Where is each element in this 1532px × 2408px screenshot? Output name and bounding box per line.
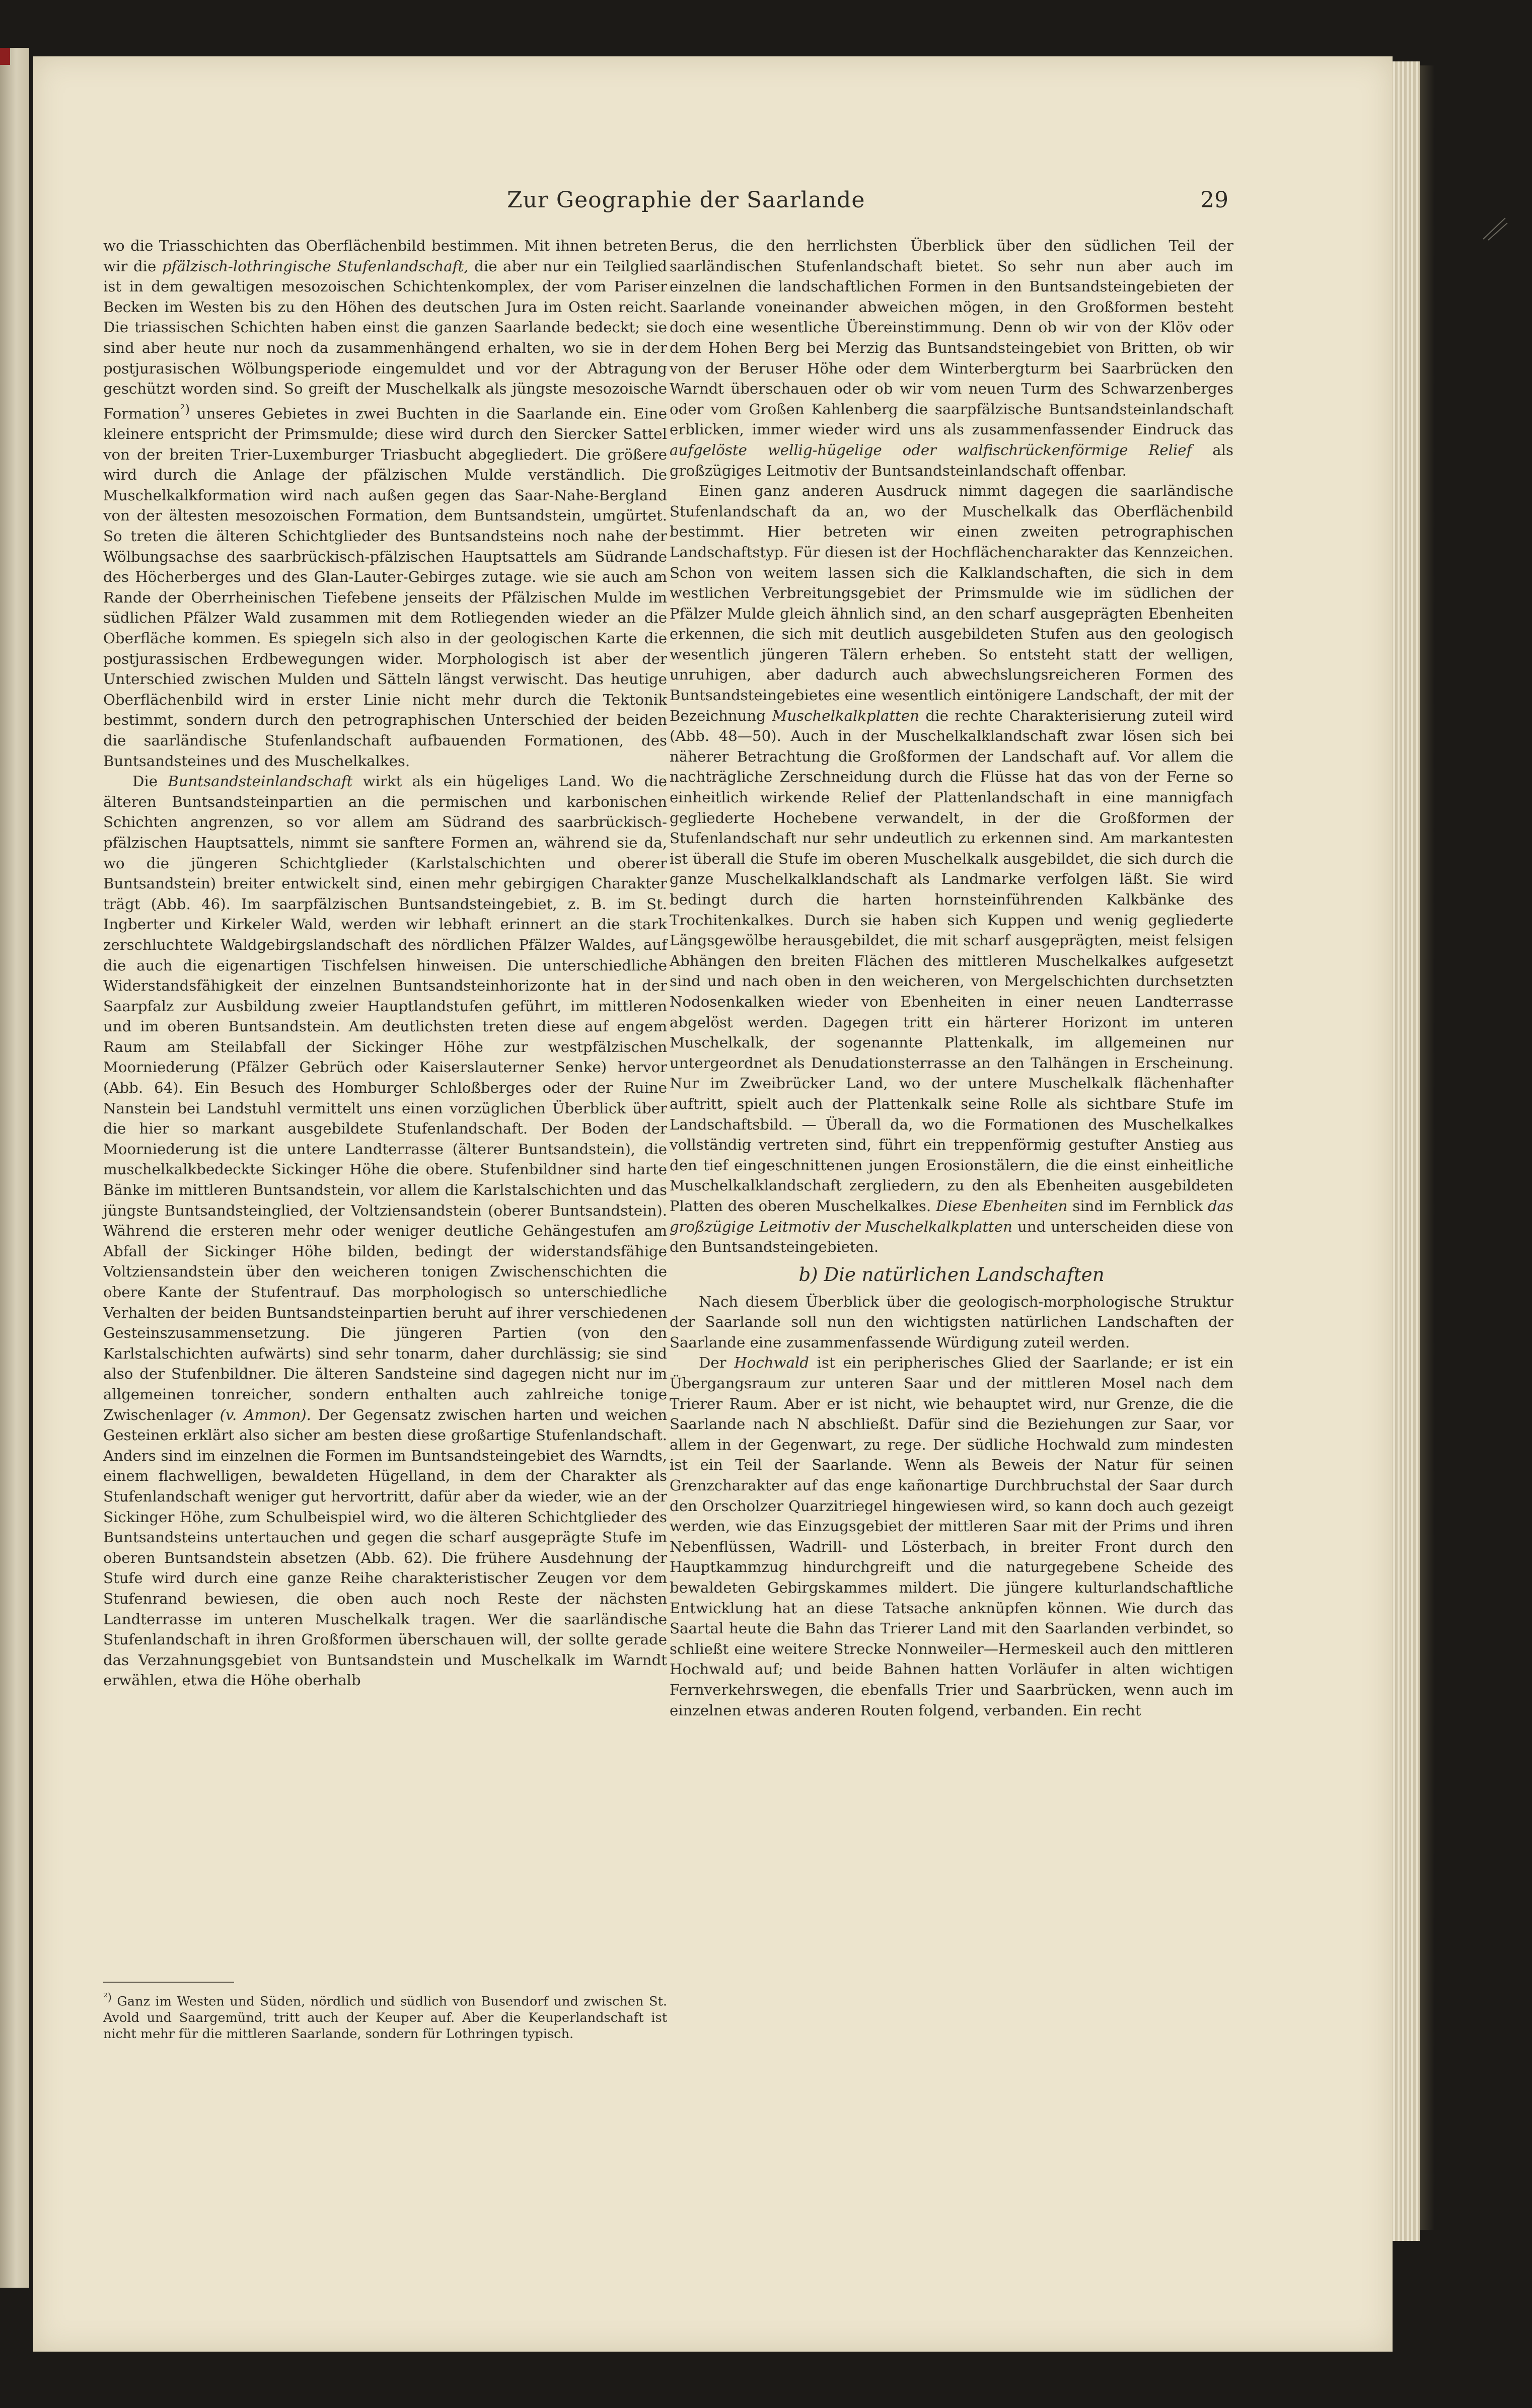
running-header-title: Zur Geographie der Saarlande: [507, 187, 865, 213]
footnote-reference: ²): [180, 401, 190, 416]
red-bookmark-tab: [0, 48, 10, 65]
paragraph: wo die Triasschichten das Oberflächenbild bestimmen. Mit ihnen betreten wir die pfälzisch-lothringische Stufenlandschaft, die aber nur ein Teilglied ist in dem gewaltigen mesozoischen Schichtenkomplex, der vom Pariser Becken im Westen bis zu den Höhen des deutschen Jura im Osten reicht. Die triassischen Schichten haben einst die ganzen Saarlande bedeckt; sie sind aber heute nur noch da zusammenhängend erhalten, wo sie in der postjurasischen Wölbungsperiode eingemuldet und vor der Abtragung geschützt worden sind. So greift der Muschelkalk als jüngste mesozoische Formation$^{^2)}$ unseres Gebietes in zwei Buchten in die Saarlande ein. Eine kleinere entspricht der Primsmulde; diese wird durch den Siercker Sattel von der breiten Trier-Luxemburger Triasbucht abgegliedert. Die größere wird durch die Anlage der pfälzischen Mulde verständlich. Die Muschelkalkformation wird nach außen gegen das Saar-Nahe-Bergland von der ältesten mesozoischen Formation, dem Buntsandstein, umgürtet. So treten die älteren Schichtglieder des Buntsandsteins noch nahe der Wölbungsachse des saarbrückisch-pfälzischen Hauptsattels am Südrande des Höcherberges und des Glan-Lauter-Gebirges zutage. wie sie auch am Rande der Oberrheinischen Tiefebene jenseits der Pfälzischen Mulde im südlichen Pfälzer Wald zusammen mit dem Rotliegenden wieder an die Oberfläche kommen. Es spiegeln sich also in der geologischen Karte die postjurassischen Erdbewegungen wider. Morphologisch ist aber der Unterschied zwischen Mulden und Sätteln längst verwischt. Das heutige Oberflächenbild wird in erster Linie nicht mehr durch die Tektonik bestimmt, sondern durch den petrographischen Unterschied der beiden die saarländische Stufenlandschaft aufbauenden Formationen, des Buntsandsteines und des Muschelkalkes.: [103, 237, 667, 770]
page-number: 29: [1200, 187, 1228, 213]
footnote: $^{^2)}$ Ganz im Westen und Süden, nördlich und südlich von Busendorf und zwischen St. Avold und Saargemünd, tritt auch der Keuper auf. Aber die Keuperlandschaft ist nicht mehr für die mittleren Saarlande, sondern für Lothringen typisch.: [103, 1991, 667, 2042]
subsection-heading: b) Die natürlichen Landschaften: [798, 1263, 1105, 1286]
footnote-separator: [103, 1982, 234, 1983]
paragraph: Die Buntsandsteinlandschaft wirkt als ein hügeliges Land. Wo die älteren Buntsandsteinpartien an die permischen und karbonischen Schichten angrenzen, so vor allem am Südrand des saarbrückisch-pfälzischen Hauptsattels, nimmt sie sanftere Formen an, während sie da, wo die jüngeren Schichtglieder (Karlstalschichten und oberer Buntsandstein) breiter entwickelt sind, einen mehr gebirgigen Charakter trägt (Abb. 46). Im saarpfälzischen Buntsandsteingebiet, z. B. im St. Ingberter und Kirkeler Wald, werden wir lebhaft erinnert an die stark zerschluchtete Waldgebirgslandschaft des nördlichen Pfälzer Waldes, auf die auch die eigenartigen Tischfelsen hinweisen. Die unterschiedliche Widerstandsfähigkeit der einzelnen Buntsandsteinhorizonte hat in der Saarpfalz zur Ausbildung zweier Hauptlandstufen geführt, im mittleren und im oberen Buntsandstein. Am deutlichsten treten diese auf engem Raum am Steilabfall der Sickinger Höhe zur westpfälzischen Moorniederung (Pfälzer Gebrüch oder Kaiserslauterner Senke) hervor (Abb. 64). Ein Besuch des Homburger Schloßberges oder der Ruine Nanstein bei Landstuhl vermittelt uns einen vorzüglichen Überblick über die hier so markant ausgebildete Stufenlandschaft. Der Boden der Moorniederung ist die untere Landterrasse (älterer Buntsandstein), die muschelkalkbedeckte Sickinger Höhe die obere. Stufenbildner sind harte Bänke im mittleren Buntsandstein, vor allem die Karlstalschichten und das jüngste Buntsandsteinglied, der Voltziensandstein (oberer Buntsandstein). Während die ersteren mehr oder weniger deutliche Gehängestufen am Abfall der Sickinger Höhe bilden, bedingt der widerstandsfähige Voltziensandstein über den weicheren tonigen Zwischenschichten die obere Kante der Stufentrauf. Das morphologisch so unterschiedliche Verhalten der beiden Buntsandsteinpartien beruht auf ihrer verschiedenen Gesteinszusammensetzung. Die jüngeren Partien (von den Karlstalschichten aufwärts) sind sehr tonarm, daher durchlässig; sie sind also der Stufenbildner. Die älteren Sandsteine sind dagegen nicht nur im allgemeinen tonreicher, sondern enthalten auch zahlreiche tonige Zwischenlager (v. Ammon). Der Gegensatz zwischen harten und weichen Gesteinen erklärt also sicher am besten diese großartige Stufenlandschaft. Anders sind im einzelnen die Formen im Buntsandsteingebiet des Warndts, einem flachwelligen, bewaldeten Hügelland, in dem der Charakter als Stufenlandschaft weniger gut hervortritt, dafür aber da wieder, wie an der Sickinger Höhe, zum Schulbeispiel wird, wo die älteren Schichtglieder des Buntsandsteins untertauchen und gegen die scharf ausgeprägte Stufe im oberen Buntsandstein absetzen (Abb. 62). Die frühere Ausdehnung der Stufe wird durch eine ganze Reihe charakteristischer Zeugen vor dem Stufenrand bewiesen, die oben auch noch Reste der nächsten Landterrasse im unteren Muschelkalk tragen. Wer die saarländische Stufenlandschaft in ihren Großformen überschauen will, der sollte gerade das Verzahnungsgebiet von Buntsandstein und Muschelkalk im Warndt erwählen, etwa die Höhe oberhalb: [103, 773, 668, 1689]
paragraph: Berus, die den herrlichsten Überblick über den südlichen Teil der saarländischen Stufenlandschaft bietet. So sehr nun aber auch im einzelnen die landschaftlichen Formen in den Buntsandsteingebieten der Saarlande voneinander abweichen mögen, in den Großformen besteht doch eine wesentliche Übereinstimmung. Denn ob wir von der Klöv oder dem Hohen Berg bei Merzig das Buntsandsteingebiet von Britten, ob wir von der Beruser Höhe oder dem Winterbergturm bei Saarbrücken den Warndt überschauen oder ob wir vom neuen Turm des Schwarzenberges oder vom Großen Kahlenberg die saarpfälzische Buntsandsteinlandschaft erblicken, immer wieder wird uns als zusammenfassender Eindruck das aufgelöste wellig-hügelige oder walfischrückenförmige Relief als großzügiges Leitmotiv der Buntsandsteinlandschaft offenbar.: [670, 237, 1233, 479]
paragraph: Einen ganz anderen Ausdruck nimmt dagegen die saarländische Stufenlandschaft da an, wo der Muschelkalk das Oberflächenbild bestimmt. Hier betreten wir einen zweiten petrographischen Landschaftstyp. Für diesen ist der Hochflächencharakter das Kennzeichen. Schon von weitem lassen sich die Kalklandschaften, die sich in dem westlichen Verbreitungsgebiet der Primsmulde wie im südlichen der Pfälzer Mulde gleich ähnlich sind, an den scharf ausgeprägten Ebenheiten erkennen, die sich mit deutlich ausgebildeten Stufen aus den geologisch wesentlich jüngeren Tälern erheben. So entsteht statt der welligen, unruhigen, aber dadurch auch abwechslungsreicheren Formen des Buntsandsteingebietes eine wesentlich eintönigere Landschaft, der mit der Bezeichnung Muschelkalkplatten die rechte Charakterisierung zuteil wird (Abb. 48—50). Auch in der Muschelkalklandschaft zwar lösen sich bei näherer Betrachtung die Großformen der Landschaft auf. Vor allem die nachträgliche Zerschneidung durch die Flüsse hat das von der Ferne so einheitlich wirkende Relief der Plattenlandschaft in eine mannigfach gegliederte Hochebene verwandelt, in der die Großformen der Stufenlandschaft nur sehr undeutlich zu erkennen sind. Am markantesten ist überall die Stufe im oberen Muschelkalk ausgebildet, die sich durch die ganze Muschelkalklandschaft als Landmarke verfolgen läßt. Sie wird bedingt durch die harten hornsteinführenden Kalkbänke des Trochitenkalkes. Durch sie haben sich Kuppen und wenig gegliederte Längsgewölbe herausgebildet, die mit scharf ausgeprägten, meist felsigen Abhängen den breiten Flächen des mittleren Muschelkalkes aufgesetzt sind und nach oben in den weicheren, von Mergelschichten durchsetzten Nodosenkalken wieder von Ebenheiten in einer neuen Landterrasse abgelöst werden. Dagegen tritt ein härterer Horizont im unteren Muschelkalk, der sogenannte Plattenkalk, im allgemeinen nur untergeordnet als Denudationsterrasse an den Talhängen in Erscheinung. Nur im Zweibrücker Land, wo der untere Muschelkalk flächenhafter auftritt, spielt auch der Plattenkalk seine Rolle als sichtbare Stufe im Landschaftsbild. — Überall da, wo die Formationen des Muschelkalkes vollständig vertreten sind, führt ein treppenförmig gestufter Anstieg aus den tief eingeschnittenen jungen Erosionstälern, die die einst einheitliche Muschelkalklandschaft zergliedern, zu den als Ebenheiten ausgebildeten Platten des oberen Muschelkalkes. Diese Ebenheiten sind im Fernblick das großzügige Leitmotiv der Muschelkalkplatten und unterscheiden diese von den Buntsandsteingebieten.: [670, 482, 1234, 1256]
paragraph: Nach diesem Überblick über die geologisch-morphologische Struktur der Saarlande soll nun den wichtigsten natürlichen Landschaften der Saarlande eine zusammenfassende Würdigung zuteil werden.: [670, 1293, 1233, 1351]
pencil-mark-icon: [1479, 214, 1509, 244]
paragraph: Der Hochwald ist ein peripherisches Glied der Saarlande; er ist ein Übergangsraum zur unteren Saar und der mittleren Mosel nach dem Trierer Raum. Aber er ist nicht, wie behauptet wird, nur Grenze, die die Saarlande nach N abschließt. Dafür sind die Beziehungen zur Saar, vor allem in der Gegenwart, zu rege. Der südliche Hochwald zum mindesten ist ein Teil der Saarlande. Wenn als Beweis der Natur für seinen Grenzcharakter auf das enge kañonartige Durchbruchstal der Saar durch den Orscholzer Quarzitriegel hingewiesen wird, so kann doch auch gezeigt werden, wie das Einzugsgebiet der mittleren Saar mit der Prims und ihren Nebenflüssen, Wadrill- und Lösterbach, in breiter Front durch den Hauptkammzug hindurchgreift und die naturgegebene Scheide des bewaldeten Gebirgskammes mildert. Die jüngere kulturlandschaftliche Entwicklung hat an diese Tatsache anknüpfen können. Wie durch das Saartal heute die Bahn das Trierer Land mit den Saarlanden verbindet, so schließt eine weitere Strecke Nonnweiler—Hermeskeil auch den mittleren Hochwald auf; und beide Bahnen hatten Vorläufer in alten wichtigen Fernverkehrswegen, die ebenfalls Trier und Saarbrücken, wenn auch im einzelnen etwas anderen Routen folgend, verbanden. Ein recht: [670, 1354, 1234, 1719]
left-text-column: [103, 236, 667, 1691]
facing-page-edge: [0, 48, 29, 2288]
right-text-column: [670, 236, 1233, 1720]
